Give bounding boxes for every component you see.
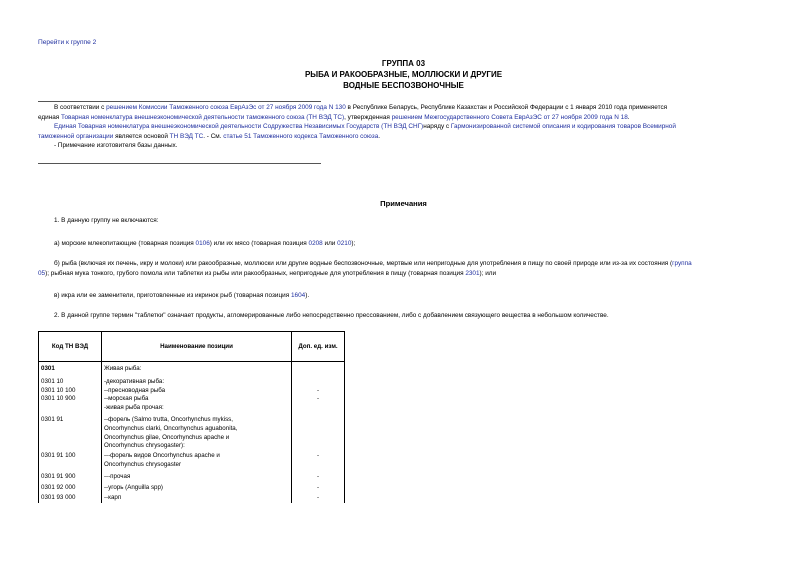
row-code: 0301 91 100 <box>39 452 102 470</box>
table-row <box>39 395 345 404</box>
row-name: ---форель видов Oncorhynchus apache и Oncorhynchus chrysogaster <box>102 452 292 470</box>
row-name: --морская рыба <box>102 395 292 404</box>
row-unit <box>292 416 345 451</box>
row-name: Живая рыба: <box>102 365 292 374</box>
table-row <box>39 404 345 413</box>
row-unit <box>292 404 345 413</box>
col-name-header: Наименование позиции <box>102 332 292 362</box>
table-header-row <box>39 332 345 362</box>
col-code-header: Код ТН ВЭД <box>39 332 102 362</box>
row-code: 0301 93 000 <box>39 494 102 503</box>
row-unit: - <box>292 387 345 396</box>
notes-heading: Примечания <box>380 199 427 208</box>
group-title-line2: ВОДНЫЕ БЕСПОЗВОНОЧНЫЕ <box>343 81 464 90</box>
table-row <box>39 416 345 451</box>
customs-organization-link[interactable]: таможенной организации <box>38 132 114 140</box>
row-unit: - <box>292 484 345 493</box>
heading-0210-link[interactable]: 0210 <box>337 240 352 247</box>
row-name: -живая рыба прочая: <box>102 404 292 413</box>
divider-bottom <box>38 163 321 164</box>
row-code: 0301 91 <box>39 416 102 451</box>
group-title-line1: РЫБА И РАКООБРАЗНЫЕ, МОЛЛЮСКИ И ДРУГИЕ <box>304 70 503 79</box>
customs-code-article-link[interactable]: статье 51 Таможенного кодекса Таможенного союза <box>223 132 379 140</box>
note-1a: а) морские млекопитающие (товарная позиция 0106) или их мясо (товарная позиция 0208 или 0210); <box>54 240 356 247</box>
row-unit <box>292 378 345 387</box>
intro-paragraph-1: В соответствии с решением Комиссии Таможенного союза ЕврАзЭс от 27 ноября 2009 года N 130 в Республике Беларусь, Республике Казахстан и Российской Федерации с 1 января 2010 года применяется единая Товарная номенклатура внешнеэкономической деятельности таможенного союза (ТН ВЭД ТС), утвержденная решением Межгосударственного Совета ЕврАзЭС от 27 ноября 2009 года N 18. Единая Товарная номенклатура внешнеэкономической деятельности Содружества Независимых Государств (ТН ВЭД СНГ)наряду с Гармонизированной системой описания и кодирования товаров Всемирной таможенной организации является основой ТН ВЭД ТС. - См. статье 51 Таможенного кодекса Таможенного союза. - Примечание изготовителя базы данных. <box>38 104 676 150</box>
tn-ved-ts-link-2[interactable]: ТН ВЭД ТС <box>169 132 204 140</box>
heading-0208-link[interactable]: 0208 <box>308 240 323 247</box>
note-1b: б) рыба (включая их печень, икру и молоки) или ракообразные, моллюски или другие водные беспозвоночные, мертвые или непригодные для употребления в пищу по своей природе или из-за их состояния (группа 05); рыбная мука тонкого, грубого помола или таблетки из рыбы или ракообразных, непригодные для употребления в пищу (товарная позиция 2301); или <box>38 260 692 277</box>
row-code: 0301 91 900 <box>39 473 102 482</box>
table-row <box>39 365 345 374</box>
table-row <box>39 378 345 387</box>
row-code <box>39 404 102 413</box>
row-unit <box>292 365 345 374</box>
row-name: ---прочая <box>102 473 292 482</box>
row-name: -декоративная рыба: <box>102 378 292 387</box>
row-unit: - <box>292 395 345 404</box>
tn-ved-ts-link[interactable]: Товарная номенклатура внешнеэкономической деятельности таможенного союза (ТН ВЭД ТС) <box>61 113 345 121</box>
col-unit-header: Доп. ед. изм. <box>292 332 345 362</box>
note-1: 1. В данную группу не включаются: <box>54 217 159 224</box>
council-decision-link[interactable]: решением Межгосударственного Совета ЕврАзЭС от 27 ноября 2009 года N 18 <box>391 113 628 121</box>
table-row <box>39 473 345 482</box>
heading-2301-link[interactable]: 2301 <box>465 269 480 277</box>
heading-1604-link[interactable]: 1604 <box>290 292 306 299</box>
row-name: --карп <box>102 494 292 503</box>
heading-0106-link[interactable]: 0106 <box>195 240 210 247</box>
row-unit: - <box>292 473 345 482</box>
row-name: --угорь (Anguilla spp) <box>102 484 292 493</box>
row-code: 0301 10 100 <box>39 387 102 396</box>
group-number: ГРУППА 03 <box>381 59 426 68</box>
table-row <box>39 484 345 493</box>
commission-decision-link[interactable]: решением Комиссии Таможенного союза ЕврАзЭс от 27 ноября 2009 года N 130 <box>106 104 346 111</box>
row-name: --форель (Salmo trutta, Oncorhynchus mykiss, Oncorhynchus clarki, Oncorhynchus aguabonita, Oncorhynchus gilae, Oncorhynchus apache и Oncorhynchus chrysogaster): <box>102 416 292 451</box>
db-maker-note: - Примечание изготовителя базы данных. <box>54 142 178 150</box>
row-unit: - <box>292 452 345 470</box>
row-unit: - <box>292 494 345 503</box>
table-row <box>39 494 345 503</box>
goto-group-link[interactable]: Перейти к группе 2 <box>38 39 97 46</box>
harmonized-system-link[interactable]: Гармонизированной системой описания и кодирования товаров Всемирной <box>450 123 676 131</box>
row-code: 0301 10 <box>39 378 102 387</box>
codes-table <box>38 331 345 503</box>
note-1c: в) икра или ее заменители, приготовленные из икринок рыб (товарная позиция 1604). <box>54 292 310 299</box>
divider-top <box>38 101 321 102</box>
note-2: 2. В данной группе термин "таблетки" означает продукты, агломерированные либо непосредственно прессованием, либо с добавлением связующего вещества в небольшом количестве. <box>54 312 609 319</box>
table-row <box>39 452 345 470</box>
group-05-link[interactable]: группа 05 <box>38 260 692 277</box>
table-row <box>39 387 345 396</box>
row-name: --пресноводная рыба <box>102 387 292 396</box>
row-code: 0301 92 000 <box>39 484 102 493</box>
row-code: 0301 10 900 <box>39 395 102 404</box>
tn-ved-sng-link[interactable]: Единая Товарная номенклатура внешнеэкономической деятельности Содружества Независимых Государств (ТН ВЭД СНГ) <box>54 123 424 131</box>
row-code: 0301 <box>39 365 102 374</box>
